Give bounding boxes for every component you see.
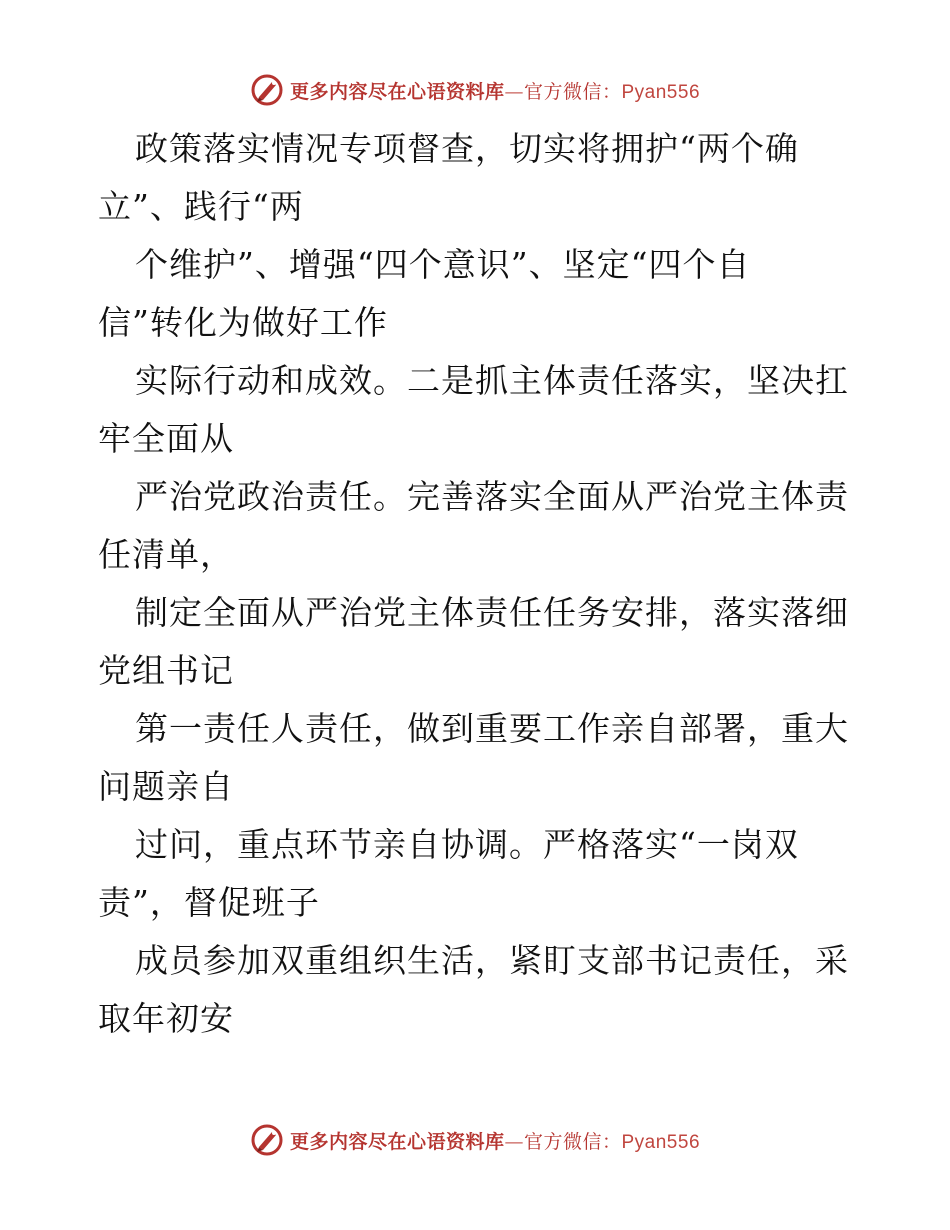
paragraph-line: 牢全面从 (98, 419, 234, 458)
banner-text (290, 1127, 700, 1154)
paragraph-line: 严治党政治责任。完善落实全面从严治党主体责 (135, 477, 849, 516)
paragraph-line: 信”转化为做好工作 (98, 303, 388, 342)
paragraph-1 (98, 120, 858, 236)
paragraph-7 (98, 816, 858, 932)
paragraph-line: 个维护”、增强“四个意识”、坚定“四个自 (135, 245, 751, 284)
official-label: 官方微信： (523, 1130, 622, 1153)
document-body (98, 120, 858, 1048)
paragraph-line: 取年初安 (98, 999, 234, 1038)
paragraph-line: 政策落实情况专项督查，切实将拥护“两个确 (135, 129, 799, 168)
paragraph-line: 成员参加双重组织生活，紧盯支部书记责任，采 (135, 941, 849, 980)
brand-text: 更多内容尽在心语资料库 (289, 80, 505, 103)
paragraph-line: 过问，重点环节亲自协调。严格落实“一岗双 (135, 825, 799, 864)
banner-dash: — (504, 1130, 524, 1153)
paragraph-line: 立”、践行“两 (98, 187, 304, 226)
paragraph-line: 党组书记 (98, 651, 234, 690)
banner-dash: — (504, 80, 524, 103)
paragraph-5 (98, 584, 858, 700)
pen-logo-icon (250, 1123, 284, 1157)
paragraph-line: 任清单， (98, 535, 234, 574)
wechat-id: Pyan556 (621, 81, 701, 103)
brand-text: 更多内容尽在心语资料库 (289, 1130, 505, 1153)
paragraph-4 (98, 468, 858, 584)
pen-logo-icon (250, 73, 284, 107)
paragraph-line: 责”，督促班子 (98, 883, 320, 922)
paragraph-line: 实际行动和成效。二是抓主体责任落实，坚决扛 (135, 361, 849, 400)
paragraph-2 (98, 236, 858, 352)
official-label: 官方微信： (523, 80, 622, 103)
paragraph-line: 第一责任人责任，做到重要工作亲自部署，重大 (135, 709, 849, 748)
paragraph-8 (98, 932, 858, 1048)
paragraph-6 (98, 700, 858, 816)
header-banner (0, 70, 950, 110)
paragraph-3 (98, 352, 858, 468)
banner-text (290, 77, 700, 104)
paragraph-line: 制定全面从严治党主体责任任务安排，落实落细 (135, 593, 849, 632)
wechat-id: Pyan556 (621, 1131, 701, 1153)
footer-banner (0, 1120, 950, 1160)
paragraph-line: 问题亲自 (98, 767, 234, 806)
